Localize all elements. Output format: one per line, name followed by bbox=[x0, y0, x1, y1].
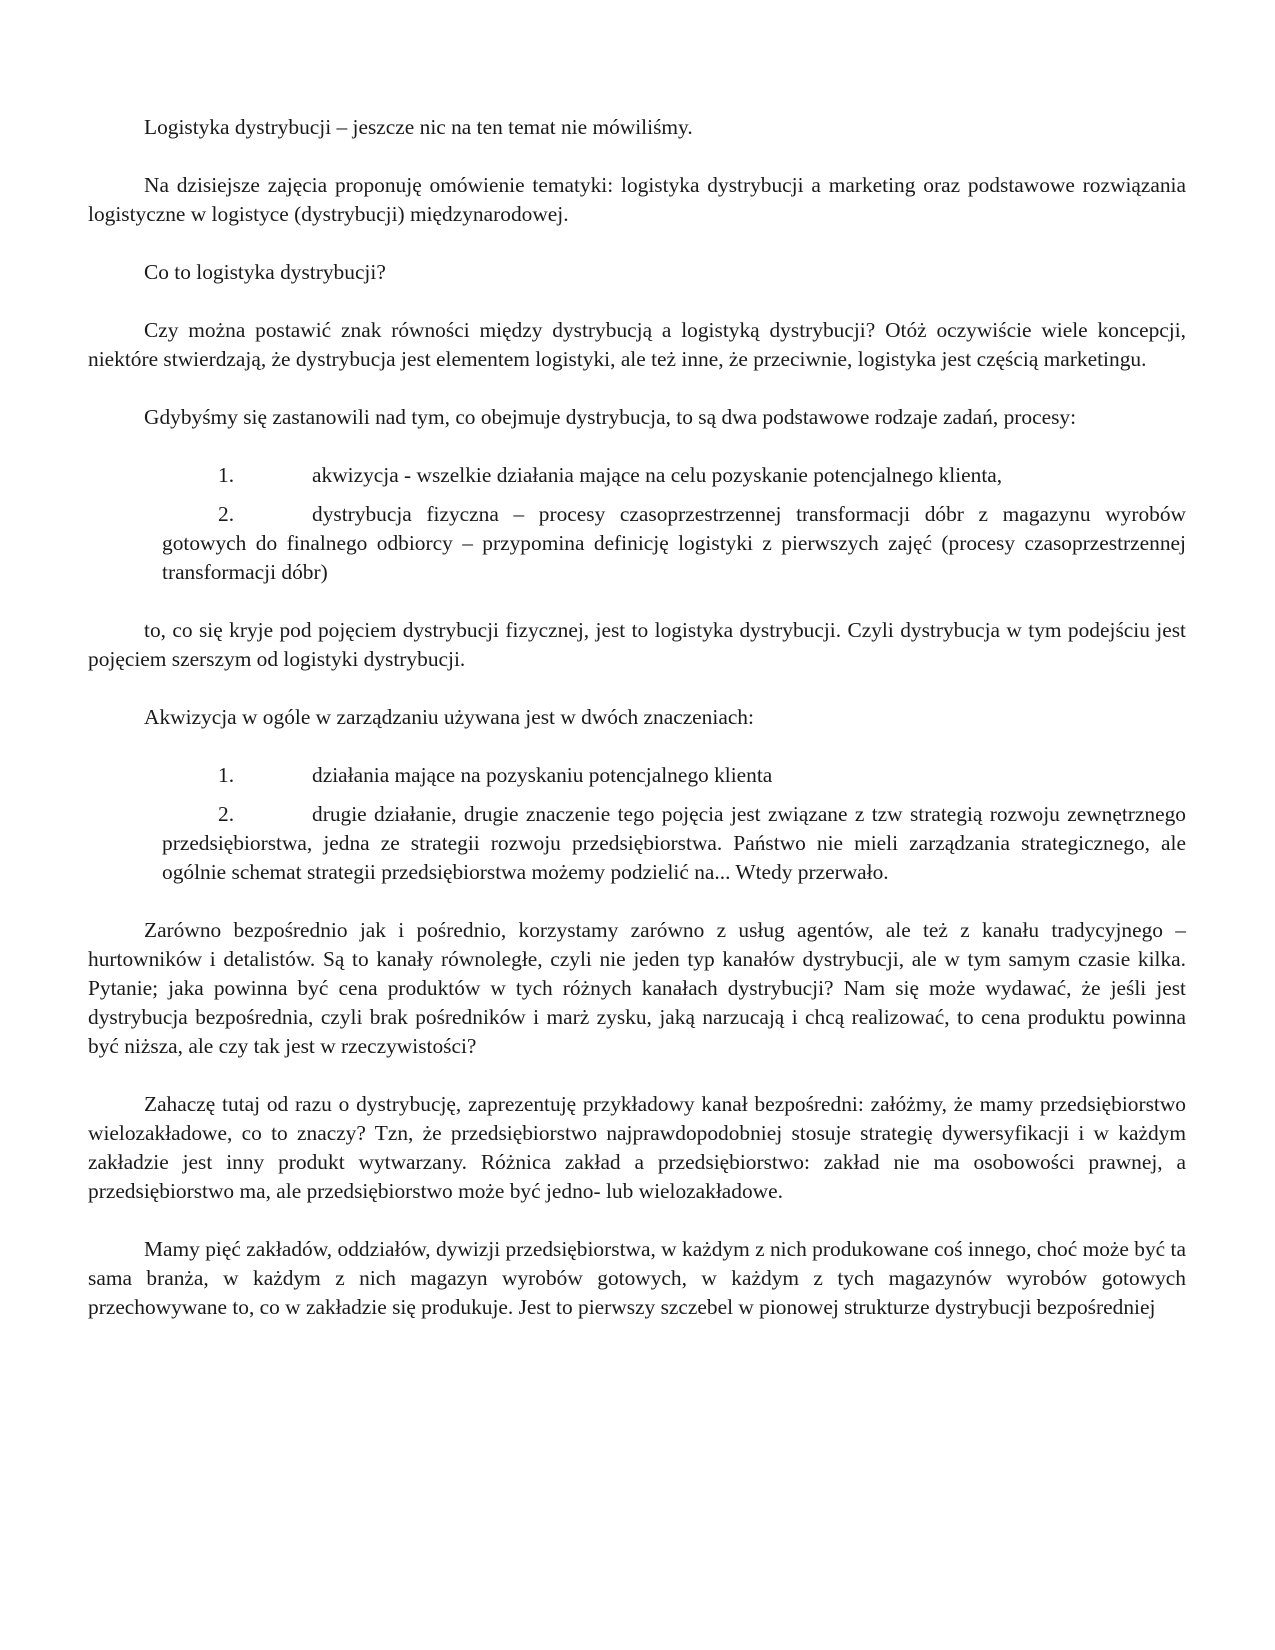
paragraph: Na dzisiejsze zajęcia proponuję omówienie tematyki: logistyka dystrybucji a marketing oraz podstawowe rozwiązania logistyczne w logistyce (dystrybucji) międzynarodowej. bbox=[88, 173, 1186, 226]
paragraph: Mamy pięć zakładów, oddziałów, dywizji przedsiębiorstwa, w każdym z nich produkowane coś innego, choć może być ta sama branża, w każdym z nich magazyn wyrobów gotowych, w każdym z tych magazynów wyrobów gotowych przechowywane to, co w zakładzie się produkuje. Jest to pierwszy szczebel w pionowej strukturze dystrybucji bezpośredniej bbox=[88, 1237, 1186, 1319]
list-item-text: akwizycja - wszelkie działania mające na celu pozyskanie potencjalnego klienta, bbox=[312, 463, 1003, 487]
numbered-list bbox=[88, 761, 1186, 887]
list-item bbox=[88, 800, 1186, 887]
paragraph: Zarówno bezpośrednio jak i pośrednio, korzystamy zarówno z usług agentów, ale też z kanału tradycyjnego – hurtowników i detalistów. Są to kanały równoległe, czyli nie jeden typ kanałów dystrybucji, ale w tym samym czasie kilka. Pytanie; jaka powinna być cena produktów w tych różnych kanałach dystrybucji? Nam się może wydawać, że jeśli jest dystrybucja bezpośrednia, czyli brak pośredników i marż zysku, jaką narzucają i chcą realizować, to cena produktu powinna być niższa, ale czy tak jest w rzeczywistości? bbox=[88, 918, 1186, 1058]
list-item-text: drugie działanie, drugie znaczenie tego pojęcia jest związane z tzw strategią rozwoju zewnętrznego przedsiębiorstwa, jedna ze strategii rozwoju przedsiębiorstwa. Państwo nie mieli zarządzania strategicznego, ale ogólnie schemat strategii przedsiębiorstwa możemy podzielić na... Wtedy przerwało. bbox=[162, 802, 1186, 884]
paragraph: Akwizycja w ogóle w zarządzaniu używana jest w dwóch znaczeniach: bbox=[144, 705, 754, 729]
list-item-number: 2. bbox=[218, 502, 235, 526]
numbered-list bbox=[88, 461, 1186, 587]
list-item-text: dystrybucja fizyczna – procesy czasoprzestrzennej transformacji dóbr z magazynu wyrobów gotowych do finalnego odbiorcy – przypomina definicję logistyki z pierwszych zajęć (procesy czasoprzestrzennej transformacji dóbr) bbox=[162, 502, 1186, 584]
list-item-text: działania mające na pozyskaniu potencjalnego klienta bbox=[312, 763, 773, 787]
paragraph: Czy można postawić znak równości między dystrybucją a logistyką dystrybucji? Otóż oczywiście wiele koncepcji, niektóre stwierdzają, że dystrybucja jest elementem logistyki, ale też inne, że przeciwnie, logistyka jest częścią marketingu. bbox=[88, 318, 1186, 371]
paragraph: Gdybyśmy się zastanowili nad tym, co obejmuje dystrybucja, to są dwa podstawowe rodzaje zadań, procesy: bbox=[144, 405, 1077, 429]
list-item-number: 2. bbox=[218, 802, 235, 826]
list-item bbox=[88, 461, 1186, 490]
paragraph: to, co się kryje pod pojęciem dystrybucji fizycznej, jest to logistyka dystrybucji. Czyli dystrybucja w tym podejściu jest pojęciem szerszym od logistyki dystrybucji. bbox=[88, 618, 1186, 671]
document-body bbox=[88, 113, 1186, 1351]
list-item bbox=[88, 500, 1186, 587]
paragraph: Co to logistyka dystrybucji? bbox=[144, 260, 386, 284]
list-item-number: 1. bbox=[218, 463, 235, 487]
paragraph: Zahaczę tutaj od razu o dystrybucję, zaprezentuję przykładowy kanał bezpośredni: załóżmy, że mamy przedsiębiorstwo wielozakładowe, co to znaczy? Tzn, że przedsiębiorstwo najprawdopodobniej stosuje strategię dywersyfikacji i w każdym zakładzie jest inny produkt wytwarzany. Różnica zakład a przedsiębiorstwo: zakład nie ma osobowości prawnej, a przedsiębiorstwo ma, ale przedsiębiorstwo może być jedno- lub wielozakładowe. bbox=[88, 1092, 1186, 1203]
list-item-number: 1. bbox=[218, 763, 235, 787]
list-item bbox=[88, 761, 1186, 790]
paragraph: Logistyka dystrybucji – jeszcze nic na ten temat nie mówiliśmy. bbox=[144, 115, 693, 139]
